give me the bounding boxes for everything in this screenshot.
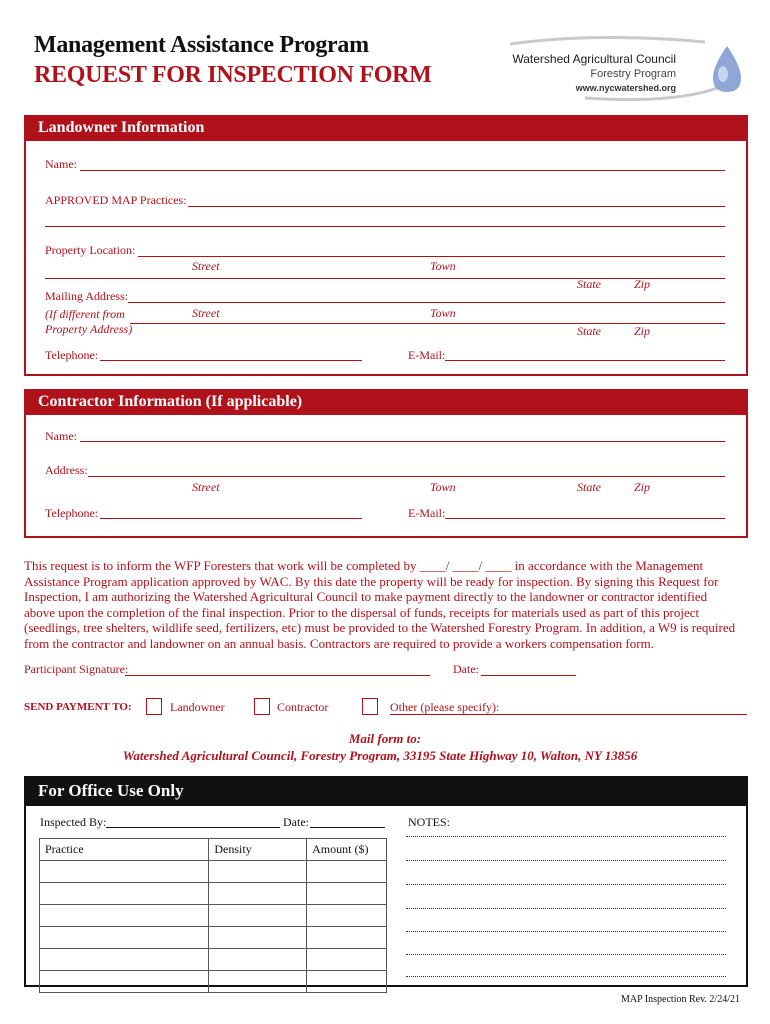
notes-line[interactable]: [406, 860, 726, 861]
notes-line[interactable]: [406, 884, 726, 885]
contractor-email-label: E-Mail:: [408, 506, 446, 520]
other-checkbox[interactable]: [362, 698, 378, 715]
landowner-heading: Landowner Information: [26, 117, 746, 141]
mailing-note-2: Property Address): [45, 322, 133, 336]
mail-address: Watershed Agricultural Council, Forestry Program, 33195 State Highway 10, Walton, NY 13856: [122, 748, 638, 763]
org-program: Forestry Program: [590, 68, 676, 80]
table-row[interactable]: [40, 883, 387, 905]
mailing-address-field[interactable]: [128, 302, 725, 303]
table-row[interactable]: [40, 861, 387, 883]
col-density: Density: [209, 839, 307, 861]
mailing-zip-hint: Zip: [634, 324, 651, 338]
landowner-name-field[interactable]: [80, 170, 725, 171]
contractor-telephone-field[interactable]: [100, 518, 362, 519]
practices-field[interactable]: [188, 206, 725, 207]
contractor-option-label: Contractor: [277, 700, 329, 714]
send-payment-label: SEND PAYMENT TO:: [24, 701, 132, 713]
property-location-field[interactable]: [138, 256, 725, 257]
property-location-label: Property Location:: [45, 243, 136, 257]
statement-line-6: from the contractor and landowner on an annual basis. Contractors are required to provide a workers compensation form.: [24, 635, 654, 651]
property-location-field-2[interactable]: [45, 278, 725, 279]
property-town-hint: Town: [430, 259, 456, 273]
contractor-email-field[interactable]: [445, 518, 725, 519]
practice-table: [39, 838, 387, 993]
col-practice: Practice: [40, 839, 209, 861]
program-title: Management Assistance Program: [34, 32, 369, 58]
landowner-telephone-field[interactable]: [100, 360, 362, 361]
col-amount: Amount ($): [307, 839, 387, 861]
practices-field-2[interactable]: [45, 226, 725, 227]
notes-line[interactable]: [406, 908, 726, 909]
other-option-label: Other (please specify):: [390, 700, 500, 714]
notes-line[interactable]: [406, 954, 726, 955]
other-specify-field[interactable]: [390, 714, 747, 715]
table-row[interactable]: [40, 927, 387, 949]
statement-line-4: above upon the completion of the final inspection. Prior to the dispersal of funds, receipts for materials used as part of this project: [24, 604, 700, 620]
table-row[interactable]: [40, 949, 387, 971]
contractor-name-field[interactable]: [80, 441, 725, 442]
notes-line[interactable]: [406, 931, 726, 932]
mailing-note-1: (If different from: [45, 307, 125, 321]
property-zip-hint: Zip: [634, 277, 651, 291]
statement-line-5: (seedlings, tree shelters, wildlife seed, fertilizers, etc) must be provided to the Watershed Forestry Program. In addition, a W9 is required: [24, 620, 736, 635]
signature-date-field[interactable]: [481, 675, 576, 676]
contractor-town-hint: Town: [430, 480, 456, 494]
mailing-street-hint: Street: [192, 306, 220, 320]
mailing-address-label: Mailing Address:: [45, 289, 128, 303]
signature-date-label: Date:: [453, 662, 479, 676]
org-url[interactable]: www.nycwatershed.org: [575, 83, 676, 93]
landowner-email-label: E-Mail:: [408, 348, 446, 362]
office-date-field[interactable]: [310, 827, 385, 828]
inspected-by-field[interactable]: [106, 827, 280, 828]
org-name: Watershed Agricultural Council: [512, 52, 676, 66]
landowner-name-label: Name:: [45, 157, 77, 171]
property-state-hint: State: [577, 277, 601, 291]
mailing-state-hint: State: [577, 324, 601, 338]
property-street-hint: Street: [192, 259, 220, 273]
participant-signature-field[interactable]: [125, 675, 430, 676]
contractor-street-hint: Street: [192, 480, 220, 494]
contractor-section: [24, 389, 748, 538]
contractor-address-field[interactable]: [88, 476, 725, 477]
inspected-by-label: Inspected By:: [40, 815, 107, 829]
landowner-option-label: Landowner: [170, 700, 225, 714]
practices-label: APPROVED MAP Practices:: [45, 193, 187, 207]
contractor-address-label: Address:: [45, 463, 88, 477]
contractor-telephone-label: Telephone:: [45, 506, 99, 520]
office-heading: For Office Use Only: [26, 778, 746, 806]
contractor-heading: Contractor Information (If applicable): [26, 391, 746, 415]
notes-line[interactable]: [406, 976, 726, 977]
statement-line-3: Inspection, I am authorizing the Watershed Agricultural Council to make payment directly to the landowner or contractor identified: [24, 589, 708, 604]
mail-form-heading: Mail form to:: [348, 731, 422, 746]
notes-label: NOTES:: [408, 815, 450, 829]
notes-line[interactable]: [406, 836, 726, 837]
contractor-zip-hint: Zip: [634, 480, 651, 494]
mailing-town-hint: Town: [430, 306, 456, 320]
table-row[interactable]: [40, 905, 387, 927]
participant-signature-label: Participant Signature:: [24, 662, 129, 676]
contractor-checkbox[interactable]: [254, 698, 270, 715]
statement-paragraph: [24, 558, 754, 651]
revision-label: MAP Inspection Rev. 2/24/21: [621, 994, 740, 1005]
statement-line-1: This request is to inform the WFP Foresters that work will be completed by ____/ ____/ ____ in accordance with the Management: [24, 558, 704, 573]
table-header-row: [40, 839, 387, 861]
table-row[interactable]: [40, 971, 387, 993]
form-title: REQUEST FOR INSPECTION FORM: [34, 62, 432, 88]
landowner-telephone-label: Telephone:: [45, 348, 99, 362]
contractor-state-hint: State: [577, 480, 601, 494]
landowner-email-field[interactable]: [445, 360, 725, 361]
contractor-name-label: Name:: [45, 429, 77, 443]
office-date-label: Date:: [283, 815, 309, 829]
landowner-checkbox[interactable]: [146, 698, 162, 715]
statement-line-2: Assistance Program application approved by WAC. By this date the property will be ready for inspection. By signing this Request for: [24, 573, 719, 589]
